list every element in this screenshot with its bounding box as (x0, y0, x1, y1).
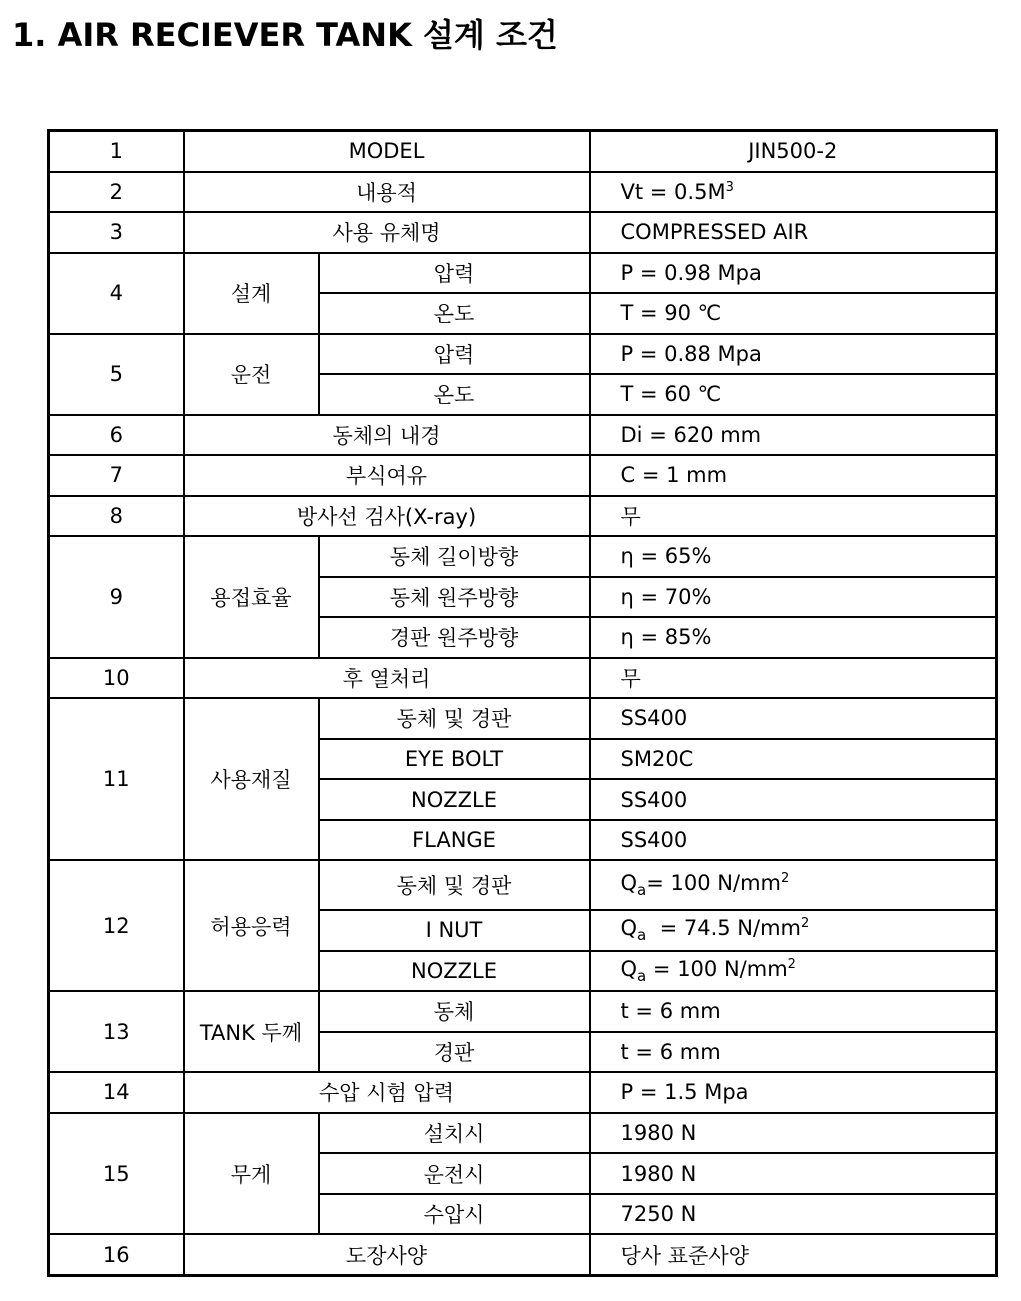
item-value: C = 1 mm (590, 455, 997, 496)
item-label: 방사선 검사(X-ray) (184, 496, 590, 537)
sub-label: I NUT (319, 910, 590, 951)
row-number: 12 (49, 860, 184, 991)
row-number: 13 (49, 991, 184, 1072)
sub-label: 압력 (319, 253, 590, 294)
item-value: t = 6 mm (590, 991, 997, 1032)
row-number: 1 (49, 131, 184, 172)
row-number: 7 (49, 455, 184, 496)
table-row (49, 658, 997, 699)
table-row (49, 698, 997, 739)
item-value: COMPRESSED AIR (590, 212, 997, 253)
table-row (49, 860, 997, 910)
page-title: 1. AIR RECIEVER TANK 설계 조건 (12, 16, 558, 54)
sub-label: 온도 (319, 374, 590, 415)
sub-label: 동체 및 경판 (319, 698, 590, 739)
row-number: 4 (49, 253, 184, 334)
value-subscript: a (637, 881, 647, 900)
sub-label: 동체 원주방향 (319, 577, 590, 618)
value-superscript: 2 (801, 916, 810, 932)
row-number: 8 (49, 496, 184, 537)
sub-label: 온도 (319, 293, 590, 334)
item-value: SS400 (590, 779, 997, 820)
row-number: 10 (49, 658, 184, 699)
sub-label: 동체 (319, 991, 590, 1032)
value-text: Q (620, 916, 638, 941)
sub-label: FLANGE (319, 820, 590, 861)
group-label: TANK 두께 (184, 991, 319, 1072)
item-label: 사용 유체명 (184, 212, 590, 253)
item-value: JIN500-2 (590, 131, 997, 172)
value-text: = 100 N/mm (646, 871, 781, 896)
item-label: 부식여유 (184, 455, 590, 496)
group-label: 설계 (184, 253, 319, 334)
table-row (49, 455, 997, 496)
item-value: 1980 N (590, 1153, 997, 1194)
design-conditions-table (47, 129, 998, 1277)
item-value: 7250 N (590, 1194, 997, 1235)
sub-label: EYE BOLT (319, 739, 590, 780)
item-label: 도장사양 (184, 1234, 590, 1275)
item-value: 1980 N (590, 1113, 997, 1154)
table-row (49, 334, 997, 375)
row-number: 16 (49, 1234, 184, 1275)
item-value: T = 90 ℃ (590, 293, 997, 334)
value-superscript: 2 (787, 956, 796, 972)
value-text: = 74.5 N/mm (646, 916, 802, 941)
sub-label: 운전시 (319, 1153, 590, 1194)
group-label: 용접효율 (184, 536, 319, 658)
table-row (49, 212, 997, 253)
sub-label: 동체 및 경판 (319, 860, 590, 910)
row-number: 14 (49, 1072, 184, 1113)
row-number: 2 (49, 172, 184, 213)
table-row (49, 1072, 997, 1113)
item-value: 무 (590, 496, 997, 537)
value-superscript: 3 (725, 179, 734, 195)
item-value (590, 910, 997, 951)
sub-label: 압력 (319, 334, 590, 375)
table-row (49, 496, 997, 537)
item-value: T = 60 ℃ (590, 374, 997, 415)
sub-label: 수압시 (319, 1194, 590, 1235)
sub-label: 경판 원주방향 (319, 617, 590, 658)
group-label: 사용재질 (184, 698, 319, 860)
item-value (590, 172, 997, 213)
row-number: 5 (49, 334, 184, 415)
value-subscript: a (637, 967, 647, 986)
item-value: Di = 620 mm (590, 415, 997, 456)
group-label: 운전 (184, 334, 319, 415)
table-row (49, 1234, 997, 1275)
table-row (49, 172, 997, 213)
row-number: 9 (49, 536, 184, 658)
row-number: 15 (49, 1113, 184, 1235)
sub-label: 설치시 (319, 1113, 590, 1154)
group-label: 허용응력 (184, 860, 319, 991)
table-row (49, 415, 997, 456)
item-value: SS400 (590, 820, 997, 861)
item-label: MODEL (184, 131, 590, 172)
value-text: Q (620, 871, 638, 896)
item-value: η = 70% (590, 577, 997, 618)
row-number: 3 (49, 212, 184, 253)
item-value (590, 860, 997, 910)
table-row (49, 536, 997, 577)
item-value: η = 65% (590, 536, 997, 577)
table-row (49, 991, 997, 1032)
row-number: 11 (49, 698, 184, 860)
item-label: 후 열처리 (184, 658, 590, 699)
value-superscript: 2 (780, 871, 790, 887)
item-value (590, 951, 997, 992)
value-text: Vt = 0.5M (620, 179, 726, 204)
item-value: P = 0.98 Mpa (590, 253, 997, 294)
table-row (49, 1113, 997, 1154)
value-text: Q (620, 956, 638, 981)
table-row (49, 131, 997, 172)
sub-label: 동체 길이방향 (319, 536, 590, 577)
sub-label: NOZZLE (319, 951, 590, 992)
value-subscript: a (637, 926, 647, 945)
table-row (49, 253, 997, 294)
item-value: η = 85% (590, 617, 997, 658)
item-value: P = 0.88 Mpa (590, 334, 997, 375)
item-value: 당사 표준사양 (590, 1234, 997, 1275)
item-value: SM20C (590, 739, 997, 780)
item-label: 수압 시험 압력 (184, 1072, 590, 1113)
row-number: 6 (49, 415, 184, 456)
item-label: 내용적 (184, 172, 590, 213)
item-label: 동체의 내경 (184, 415, 590, 456)
item-value: P = 1.5 Mpa (590, 1072, 997, 1113)
sub-label: NOZZLE (319, 779, 590, 820)
value-text: = 100 N/mm (646, 956, 788, 981)
group-label: 무게 (184, 1113, 319, 1235)
item-value: SS400 (590, 698, 997, 739)
sub-label: 경판 (319, 1032, 590, 1073)
item-value: 무 (590, 658, 997, 699)
item-value: t = 6 mm (590, 1032, 997, 1073)
